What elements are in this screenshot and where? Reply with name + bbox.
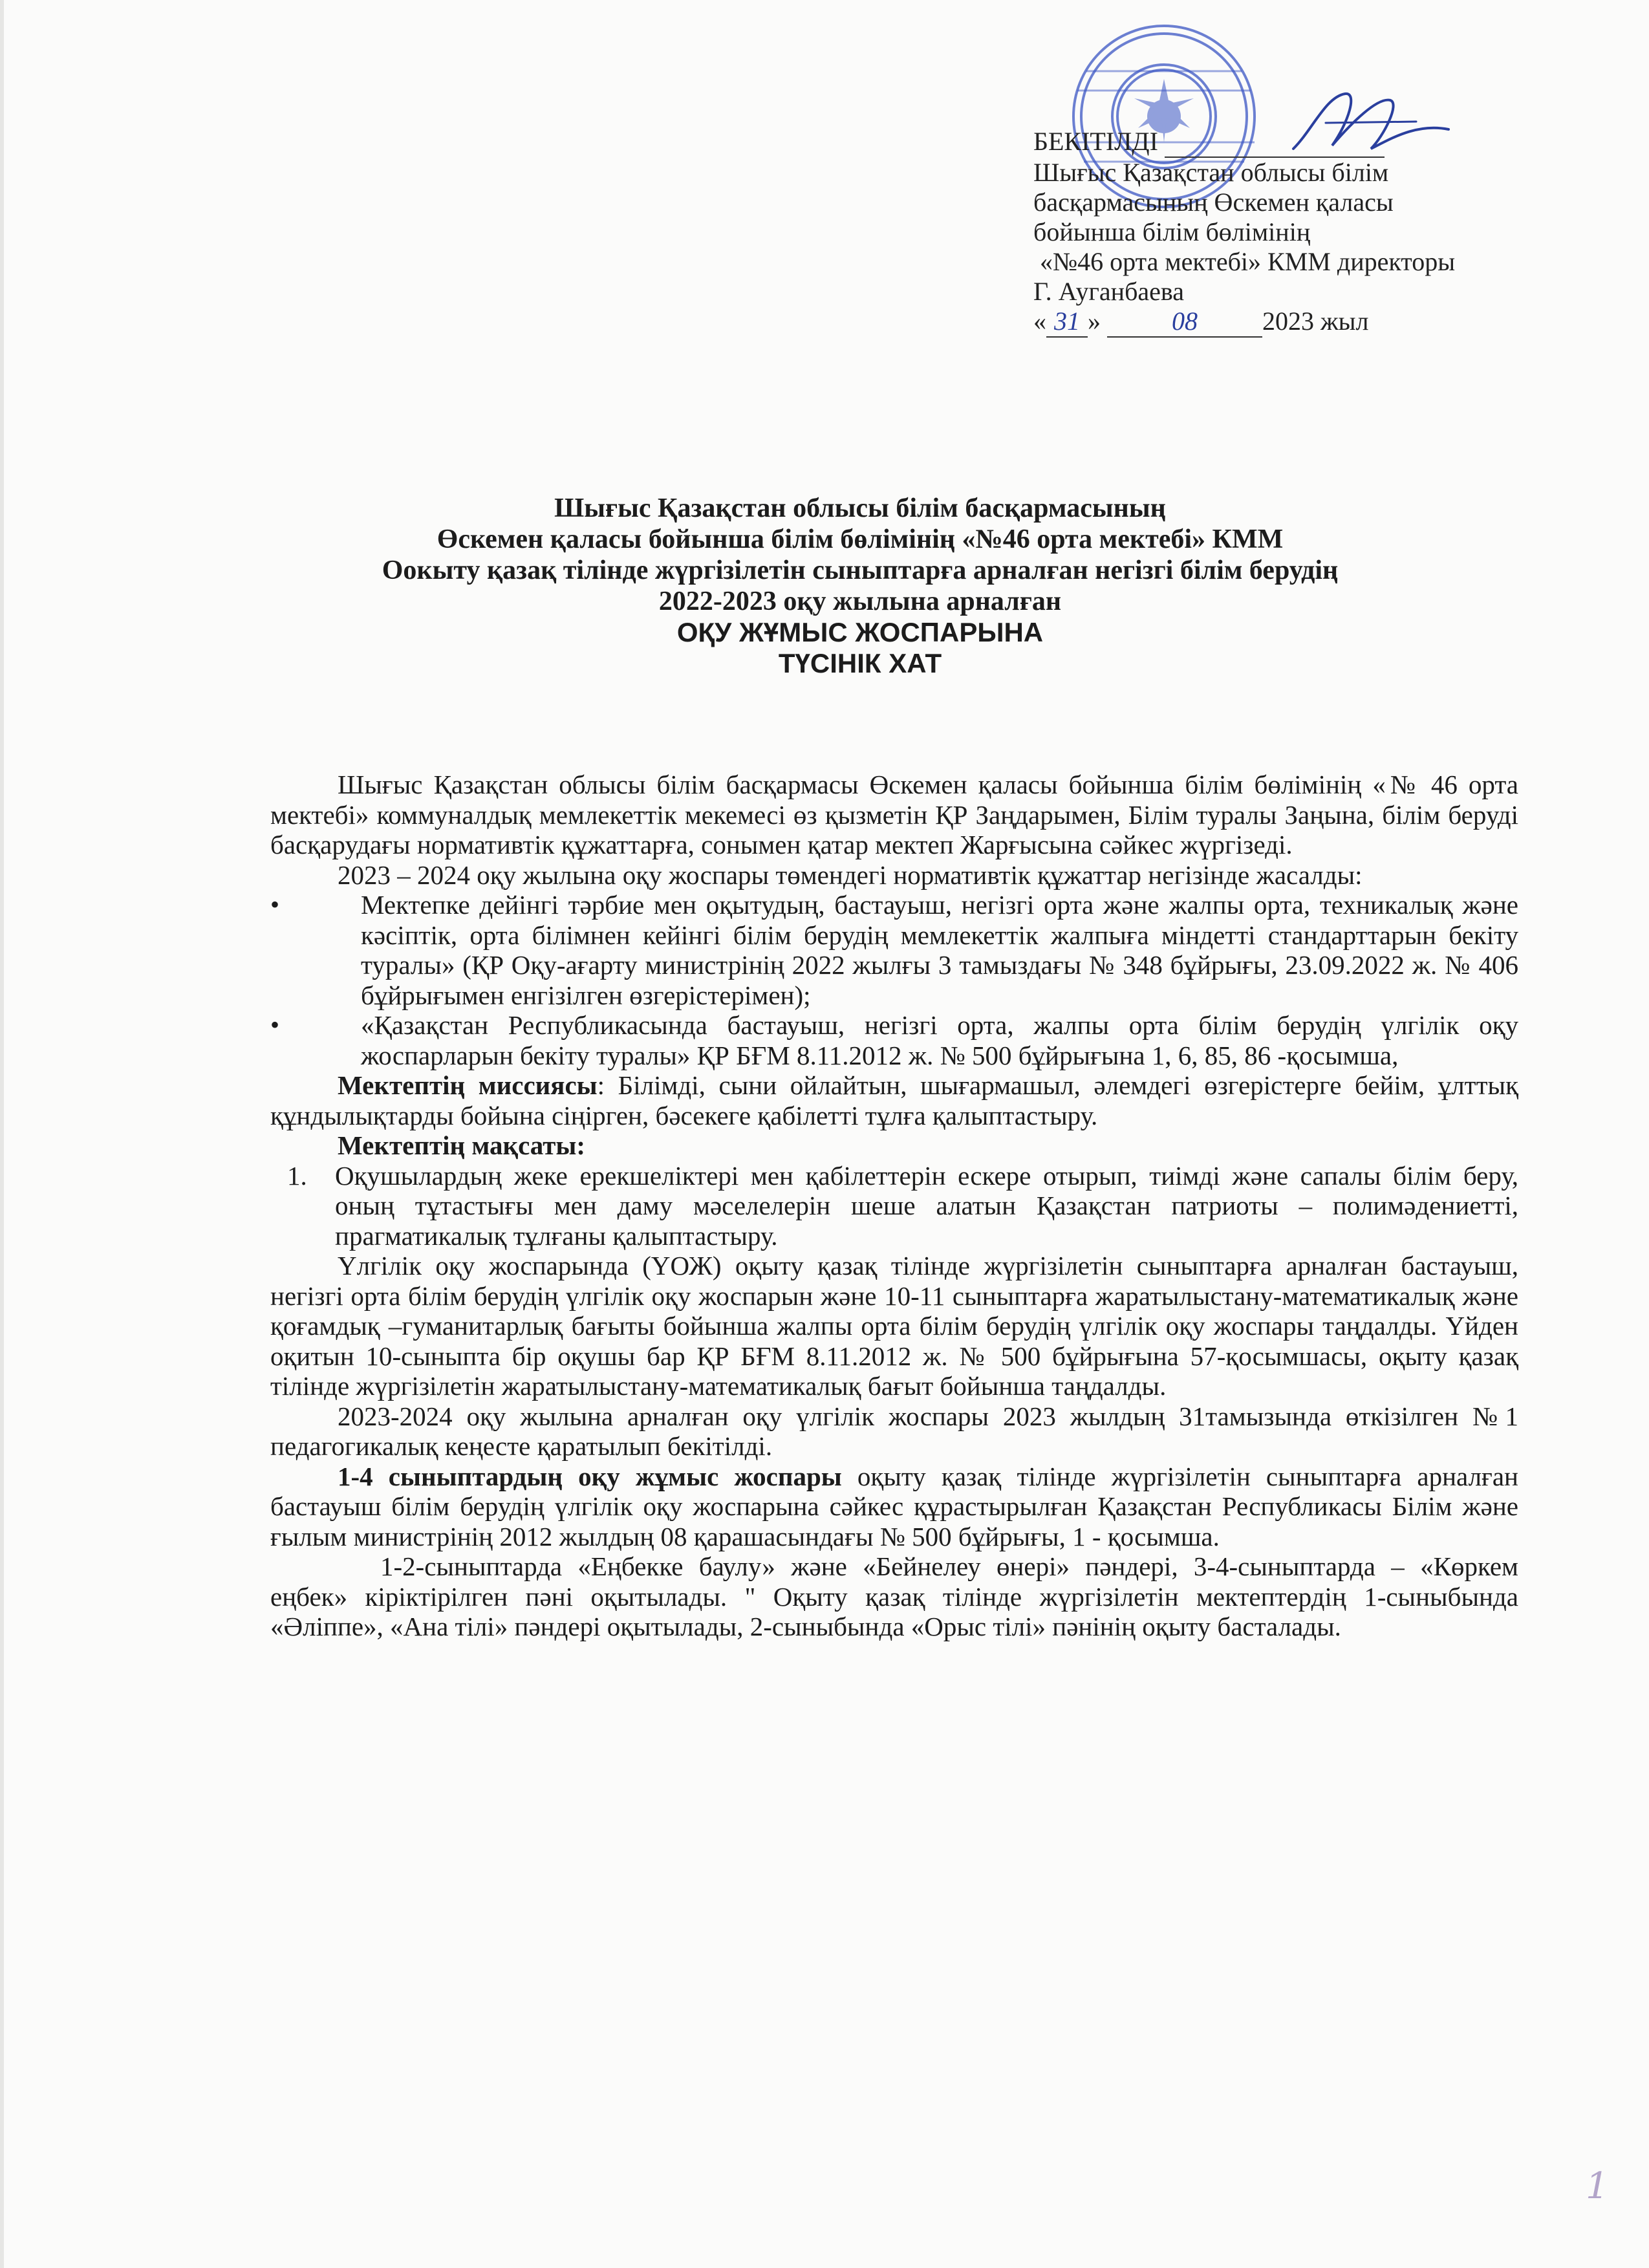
date-year: 2023 жыл <box>1262 307 1369 336</box>
page-number: 1 <box>1586 2165 1609 2207</box>
paragraph-goal-label <box>270 1130 1518 1161</box>
signature-underline <box>1165 127 1385 158</box>
approval-title-line <box>1033 127 1551 158</box>
heading-line-1: Шығыс Қазақстан облысы білім басқармасының <box>554 493 1166 523</box>
date-month: 08 <box>1107 307 1262 338</box>
heading-line-5: ОҚУ ЖҰМЫС ЖОСПАРЫНА <box>676 617 1044 647</box>
approval-line-4: «№46 орта мектебі» КММ директоры <box>1040 247 1456 276</box>
paragraph-model-plan: Үлгілік оқу жоспарында (ҮОЖ) оқыту қазақ тілінде жүргізілетін сыныптарға арналған бастауыш, негізгі орта білім берудің үлгілік оқу жоспарын және 10-11 сыныптарға жаратылыстану-математикалық және қоғамдық –гуманитарлық бағыты бойынша жалпы орта білім берудің үлгілік оқу жоспары таңдалды. Үйден оқитын 10-сыныпта бір оқушы бар ҚР БҒМ 8.11.2012 ж. № 500 бұйрығына 57-қосымшасы, оқыту қазақ тілінде жүргізілетін жаратылыстану-математикалық бағыт бойынша таңдалды. <box>270 1251 1518 1401</box>
heading-line-4: 2022-2023 оқу жылына арналған <box>658 587 1062 616</box>
paragraph-grades-1-4 <box>270 1462 1518 1552</box>
mission-label: Мектептің миссиясы <box>338 1070 598 1100</box>
grades-text: оқыту қазақ тілінде жүргізілетін сыныптарға арналған бастауыш білім берудің үлгілік оқу жоспарына сәйкес құрастырылған Қазақстан Республикасы Білім және ғылым министрінің 2012 жылдың 08 қарашасындағы № 500 бұйрығы, 1 - қосымша. <box>270 1461 1518 1551</box>
bullet-curriculum: • «Қазақстан Республикасында бастауыш, негізгі орта, жалпы орта білім берудің үлгілік оқу жоспарларын бекіту туралы» ҚР БҒМ 8.11.2012 ж. № 500 бұйрығына 1, 6, 85, 86 -қосымша, <box>270 1010 1518 1070</box>
document-body <box>270 770 1518 1642</box>
approval-date: « 31 » 08 2023 жыл <box>1033 307 1551 338</box>
heading-line-2: Өскемен қаласы бойынша білім бөлімінің «№46 орта мектебі» КММ <box>436 524 1284 554</box>
goal-item-1 <box>270 1161 1518 1251</box>
approval-title: БЕКІТІЛДІ <box>1033 127 1158 156</box>
date-day: 31 <box>1046 307 1088 338</box>
approval-line-2: басқармасының Өскемен қаласы <box>1033 188 1394 217</box>
approval-line-3: бойынша білім бөлімінің <box>1033 217 1311 246</box>
mission-text: : Білімді, сыни ойлайтын, шығармашыл, әлемдегі өзгерістерге бейім, ұлттық құндылықтарды бойына сіңірген, бәсекеге қабілетті тұлға қалыптастыру. <box>270 1070 1518 1130</box>
goal-number: 1. <box>287 1160 307 1191</box>
heading-line-3: Оокыту қазақ тілінде жүргізілетін сыныптарға арналған негізгі білім берудің <box>382 556 1339 585</box>
heading-line-6: ТҮСІНІК ХАТ <box>778 648 942 678</box>
paragraph-basis: 2023 – 2024 оқу жылына оқу жоспары төмендегі нормативтік құжаттар негізінде жасалды: <box>338 859 1363 890</box>
bullet-standard: • Мектепке дейінгі тәрбие мен оқытудың, бастауыш, негізгі орта және жалпы орта, техникалық және кәсіптік, орта білімнен кейінгі білім берудің мемлекеттік жалпыға міндетті стандарттарын бекіту туралы» (ҚР Оқу-ағарту министрінің 2022 жылғы 3 тамыздағы № 348 бұйрығы, 23.09.2022 ж. № 406 бұйрығымен енгізілген өзгерістерімен); <box>270 890 1518 1010</box>
approval-block <box>1033 127 1551 338</box>
approval-director-name: Г. Ауганбаева <box>1033 277 1185 306</box>
scan-edge <box>0 0 4 2268</box>
approval-line-1: Шығыс Қазақстан облысы білім <box>1033 158 1389 187</box>
paragraph-intro: Шығыс Қазақстан облысы білім басқармасы Өскемен қаласы бойынша білім бөлімінің «№ 46 орта мектебі» коммуналдық мемлекеттік мекемесі өз қызметін ҚР Заңдарымен, Білім туралы Заңына, білім беруді басқарудағы нормативтік құжаттарға, сонымен қатар мектеп Жарғысына сәйкес жүргізеді. <box>270 770 1518 859</box>
paragraph-approval: 2023-2024 оқу жылына арналған оқу үлгілік жоспары 2023 жылдың 31тамызында өткізілген №1 педагогикалық кеңесте қаратылып бекітілді. <box>270 1401 1518 1461</box>
paragraph-mission <box>270 1070 1518 1130</box>
document-heading <box>246 493 1474 679</box>
grades-label: 1-4 сыныптардың оқу жұмыс жоспары <box>338 1461 842 1491</box>
paragraph-subjects: 1-2-сыныптарда «Еңбекке баулу» және «Бейнелеу өнері» пәндері, 3-4-сыныптарда – «Көркем еңбек» кіріктірілген пәні оқытылады. " Оқыту қазақ тілінде жүргізілетін мектептердің 1-сыныбында «Әліппе», «Ана тілі» пәндері оқытылады, 2-сыныбында «Орыс тілі» пәнінің оқыту басталады. <box>270 1551 1518 1641</box>
goal-text: Оқушылардың жеке ерекшеліктері мен қабілеттерін ескере отырып, тиімді және сапалы білім беру, оның тұтастығы мен даму мәселелерін шеше алатын Қазақстан патриоты – полимәдениетті, прагматикалық тұлғаны қалыптастыру. <box>335 1160 1518 1251</box>
goal-label: Мектептің мақсаты: <box>338 1130 586 1160</box>
